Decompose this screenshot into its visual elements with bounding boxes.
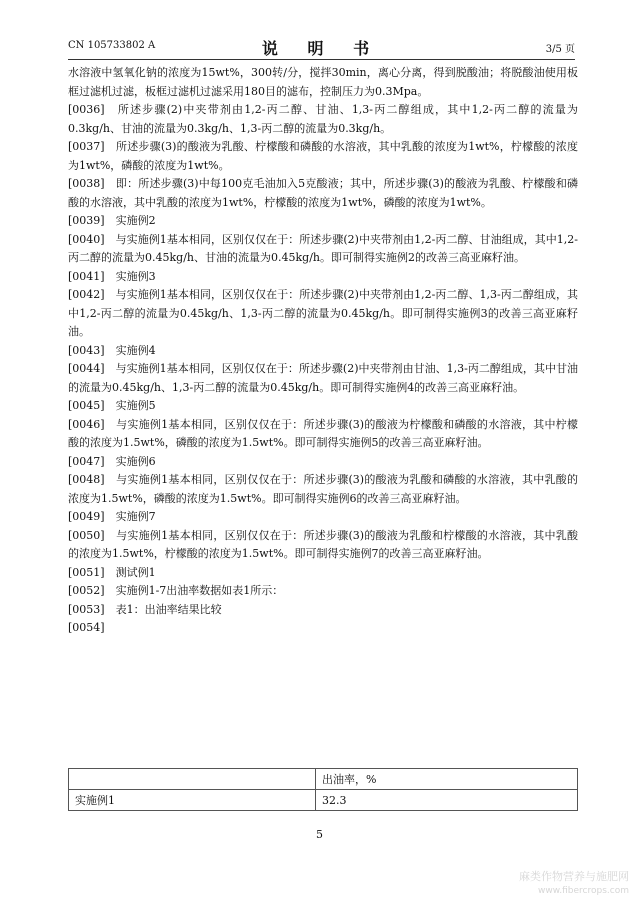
watermark	[519, 868, 629, 896]
paragraph-0052: [0052] 实施例1-7出油率数据如表1所示：	[68, 584, 284, 597]
document-body	[68, 64, 578, 638]
paragraph-0045: [0045] 实施例5	[68, 399, 156, 412]
table-header-row	[69, 769, 578, 790]
table-row	[69, 790, 578, 811]
table-cell: 实施例1	[69, 790, 316, 811]
page-number: 5	[316, 828, 323, 841]
paragraph-0044: [0044] 与实施例1基本相同，区别仅仅在于：所述步骤(2)中夹带剂由甘油、1,3-丙二醇组成，其中甘油的流量为0.45kg/h、1,3-丙二醇的流量为0.45kg/h。即可制得实施例4的改善三高亚麻籽油。	[68, 362, 578, 394]
paragraph-0054: [0054]	[68, 621, 105, 634]
paragraph-0036: [0036] 所述步骤(2)中夹带剂由1,2-丙二醇、甘油、1,3-丙二醇组成，其中1,2-丙二醇的流量为0.3kg/h、甘油的流量为0.3kg/h、1,3-丙二醇的流量为0.3kg/h。	[68, 103, 578, 135]
paragraph-0053: [0053] 表1：出油率结果比较	[68, 602, 222, 616]
table-cell: 32.3	[316, 790, 578, 811]
watermark-url: www.fibercrops.com	[538, 886, 629, 896]
paragraph-0050: [0050] 与实施例1基本相同，区别仅仅在于：所述步骤(3)的酸液为乳酸和柠檬酸的水溶液，其中乳酸的浓度为1.5wt%，柠檬酸的浓度为1.5wt%。即可制得实施例7的改善三高亚麻籽油。	[68, 528, 578, 560]
header-rule	[68, 59, 575, 60]
table-header-cell: 出油率，%	[316, 769, 578, 790]
paragraph-0048: [0048] 与实施例1基本相同，区别仅仅在于：所述步骤(3)的酸液为乳酸和磷酸的水溶液，其中乳酸的浓度为1.5wt%，磷酸的浓度为1.5wt%。即可制得实施例6的改善三高亚麻籽油。	[68, 473, 578, 505]
paragraph-0041: [0041] 实施例3	[68, 269, 156, 283]
page-header	[68, 36, 575, 56]
paragraph-0043: [0043] 实施例4	[68, 343, 156, 357]
page-indicator: 3/5 页	[545, 44, 575, 55]
patent-number: CN 105733802 A	[68, 40, 156, 51]
paragraph-0038: [0038] 即：所述步骤(3)中每100克毛油加入5克酸液；其中，所述步骤(3)的酸液为乳酸、柠檬酸和磷酸的水溶液，其中乳酸的浓度为1wt%，柠檬酸的浓度为1wt%，磷酸的浓度为1wt%。	[68, 177, 578, 209]
table-header-cell	[69, 769, 316, 790]
paragraph-continuation: 水溶液中氢氧化钠的浓度为15wt%，300转/分，搅拌30min，离心分离，得到脱酸油；将脱酸油使用板框过滤机过滤，板框过滤机过滤采用180目的滤布，控制压力为0.3Mpa。	[68, 66, 578, 98]
paragraph-0039: [0039] 实施例2	[68, 214, 156, 227]
paragraph-0049: [0049] 实施例7	[68, 510, 156, 523]
watermark-text: 麻类作物营养与施肥网	[519, 870, 629, 883]
paragraph-0040: [0040] 与实施例1基本相同，区别仅仅在于：所述步骤(2)中夹带剂由1,2-丙二醇、甘油组成，其中1,2-丙二醇的流量为0.45kg/h、甘油的流量为0.45kg/h。即可制得实施例2的改善三高亚麻籽油。	[68, 232, 578, 264]
paragraph-0046: [0046] 与实施例1基本相同，区别仅仅在于：所述步骤(3)的酸液为柠檬酸和磷酸的水溶液，其中柠檬酸的浓度为1.5wt%，磷酸的浓度为1.5wt%。即可制得实施例5的改善三高亚麻籽油。	[68, 417, 578, 449]
paragraph-0037: [0037] 所述步骤(3)的酸液为乳酸、柠檬酸和磷酸的水溶液，其中乳酸的浓度为1wt%，柠檬酸的浓度为1wt%，磷酸的浓度为1wt%。	[68, 140, 578, 172]
document-title: 说 明 书	[261, 39, 382, 58]
yield-table	[68, 768, 578, 811]
paragraph-0042: [0042] 与实施例1基本相同，区别仅仅在于：所述步骤(2)中夹带剂由1,2-丙二醇、1,3-丙二醇组成，其中1,2-丙二醇的流量为0.45kg/h、1,3-丙二醇的流量为0.45kg/h。即可制得实施例3的改善三高亚麻籽油。	[68, 288, 578, 338]
paragraph-0047: [0047] 实施例6	[68, 454, 156, 468]
paragraph-0051: [0051] 测试例1	[68, 565, 156, 579]
